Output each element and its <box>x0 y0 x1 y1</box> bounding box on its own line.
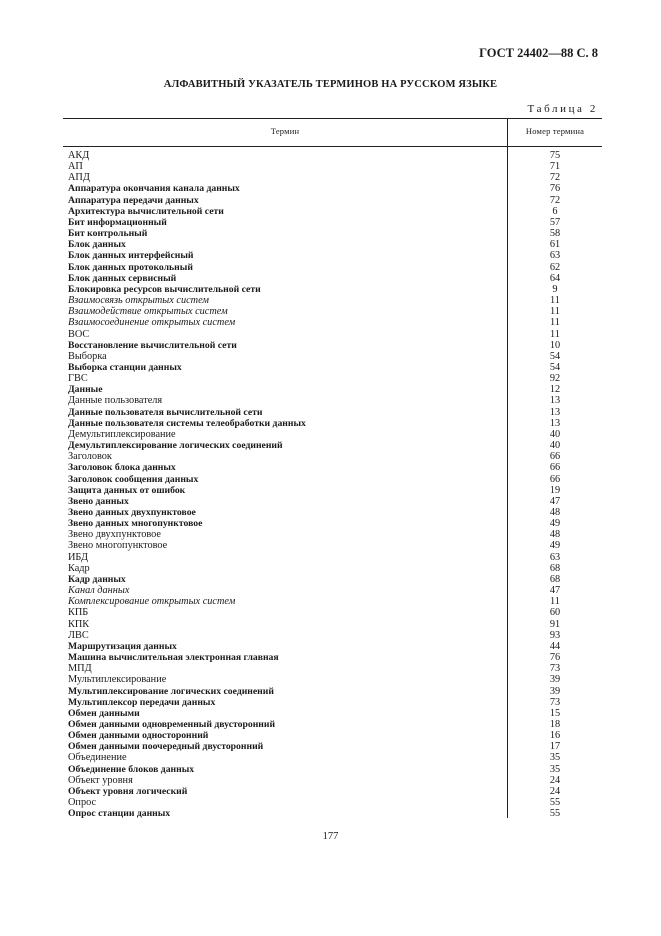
term-number-cell: 39 <box>549 685 561 697</box>
term-cell: Взаимосвязь открытых систем <box>68 295 209 307</box>
term-cell: Мультиплексирование <box>68 674 167 686</box>
term-number-cell: 17 <box>549 741 561 753</box>
table-row <box>63 395 602 406</box>
term-cell: Защита данных от ошибок <box>68 484 186 496</box>
term-cell: Звено многопунктовое <box>68 540 168 552</box>
term-cell: КПБ <box>68 607 89 619</box>
term-number-cell: 13 <box>549 417 561 429</box>
term-cell: Опрос станции данных <box>68 808 171 820</box>
term-number-cell: 58 <box>549 228 561 240</box>
term-cell: Мультиплексор передачи данных <box>68 696 216 708</box>
terms-table <box>63 118 602 818</box>
term-cell: Опрос <box>68 797 97 809</box>
table-row <box>63 429 602 440</box>
term-number-cell: 60 <box>549 607 561 619</box>
term-number-cell: 54 <box>549 361 561 373</box>
page-header: ГОСТ 24402—88 С. 8 <box>479 46 598 60</box>
table-row <box>63 674 602 685</box>
table-row <box>63 217 602 228</box>
term-number-cell: 66 <box>549 451 561 463</box>
table-row <box>63 407 602 418</box>
term-number-cell: 55 <box>549 808 561 820</box>
table-label: Таблица 2 <box>527 103 598 115</box>
table-row <box>63 786 602 797</box>
term-cell: АПД <box>68 172 90 184</box>
table-row <box>63 373 602 384</box>
term-number-cell: 40 <box>549 440 561 452</box>
term-cell: ГВС <box>68 373 88 385</box>
term-cell: Аппаратура окончания канала данных <box>68 183 240 195</box>
term-number-cell: 11 <box>550 596 560 608</box>
term-cell: Блок данных интерфейсный <box>68 250 194 262</box>
table-row <box>63 708 602 719</box>
term-cell: Архитектура вычислительной сети <box>68 205 224 217</box>
page-title: АЛФАВИТНЫЙ УКАЗАТЕЛЬ ТЕРМИНОВ НА РУССКОМ ЯЗЫКЕ <box>163 79 498 90</box>
table-row <box>63 697 602 708</box>
term-number-cell: 63 <box>549 551 561 563</box>
table-row <box>63 775 602 786</box>
term-cell: Блок данных <box>68 239 126 251</box>
term-number-cell: 44 <box>549 640 561 652</box>
term-number-cell: 49 <box>549 518 561 530</box>
term-number-cell: 11 <box>550 306 560 318</box>
term-number-cell: 11 <box>550 295 560 307</box>
table-row <box>63 552 602 563</box>
term-cell: Мультиплексирование логических соединений <box>68 685 274 697</box>
table-row <box>63 607 602 618</box>
table-row <box>63 752 602 763</box>
term-number-cell: 39 <box>549 674 561 686</box>
term-cell: ИБД <box>68 551 88 563</box>
term-number-cell: 61 <box>549 239 561 251</box>
table-row <box>63 529 602 540</box>
page-number: 177 <box>322 831 339 842</box>
term-number-cell: 11 <box>550 328 560 340</box>
table-row <box>63 172 602 183</box>
table-row <box>63 596 602 607</box>
term-cell: Обмен данными одновременный двусторонний <box>68 718 276 730</box>
term-number-cell: 35 <box>549 763 561 775</box>
term-cell: Звено данных двухпунктовое <box>68 507 196 518</box>
term-number-cell: 49 <box>549 540 561 552</box>
table-row <box>63 228 602 239</box>
table-row <box>63 183 602 194</box>
table-row <box>63 440 602 451</box>
term-cell: АП <box>68 161 83 173</box>
table-row <box>63 518 602 529</box>
table-row <box>63 351 602 362</box>
table-row <box>63 797 602 808</box>
table-row <box>63 574 602 585</box>
term-cell: Данные <box>68 384 103 396</box>
term-number-cell: 62 <box>549 261 561 273</box>
term-number-cell: 9 <box>552 283 558 295</box>
term-cell: Демультиплексирование логических соединений <box>68 440 283 452</box>
table-row <box>63 284 602 295</box>
term-number-cell: 24 <box>549 785 561 797</box>
term-number-cell: 76 <box>549 652 561 664</box>
table-row <box>63 317 602 328</box>
table-row <box>63 250 602 261</box>
table-row <box>63 306 602 317</box>
table-row <box>63 329 602 340</box>
term-number-cell: 68 <box>549 562 561 574</box>
term-cell: Объединение <box>68 752 127 764</box>
term-number-cell: 76 <box>549 183 561 195</box>
table-row <box>63 585 602 596</box>
term-cell: МПД <box>68 663 92 675</box>
term-cell: Обмен данными односторонний <box>68 730 209 742</box>
term-number-cell: 92 <box>549 373 561 385</box>
table-row <box>63 362 602 373</box>
table-row <box>63 485 602 496</box>
term-cell: Маршрутизация данных <box>68 640 177 652</box>
table-header-rule <box>63 146 602 147</box>
term-cell: Блокировка ресурсов вычислительной сети <box>68 283 261 295</box>
column-header-term: Термин <box>270 126 300 136</box>
table-body <box>63 150 602 819</box>
term-number-cell: 73 <box>549 663 561 675</box>
table-row <box>63 418 602 429</box>
term-number-cell: 66 <box>549 473 561 485</box>
term-number-cell: 24 <box>549 774 561 786</box>
term-number-cell: 72 <box>549 194 561 206</box>
table-row <box>63 619 602 630</box>
term-cell: КПК <box>68 618 90 630</box>
term-number-cell: 40 <box>549 428 561 440</box>
term-cell: Комплексирование открытых систем <box>68 596 236 608</box>
term-cell: Машина вычислительная электронная главная <box>68 652 279 664</box>
table-row <box>63 496 602 507</box>
term-cell: Звено двухпунктовое <box>68 529 161 541</box>
term-cell: Данные пользователя системы телеобработки данных <box>68 417 306 429</box>
term-cell: Восстановление вычислительной сети <box>68 339 237 351</box>
term-number-cell: 10 <box>549 339 561 351</box>
term-number-cell: 13 <box>549 395 561 407</box>
table-row <box>63 563 602 574</box>
table-row <box>63 641 602 652</box>
table-row <box>63 150 602 161</box>
term-cell: Звено данных многопунктовое <box>68 518 203 530</box>
table-row <box>63 730 602 741</box>
term-number-cell: 73 <box>549 696 561 708</box>
table-row <box>63 764 602 775</box>
term-cell: Блок данных протокольный <box>68 261 193 273</box>
term-number-cell: 57 <box>549 216 561 228</box>
table-row <box>63 663 602 674</box>
term-cell: Звено данных <box>68 495 129 507</box>
table-row <box>63 161 602 172</box>
table-row <box>63 630 602 641</box>
table-row <box>63 808 602 819</box>
term-number-cell: 54 <box>549 350 561 362</box>
term-cell: Демультиплексирование <box>68 428 176 440</box>
term-cell: Выборка станции данных <box>68 361 182 373</box>
term-cell: Объект уровня <box>68 774 133 786</box>
term-number-cell: 71 <box>549 161 561 173</box>
term-number-cell: 64 <box>549 272 561 284</box>
term-number-cell: 66 <box>549 462 561 474</box>
term-number-cell: 16 <box>549 730 561 742</box>
table-row <box>63 540 602 551</box>
table-row <box>63 474 602 485</box>
table-row <box>63 295 602 306</box>
table-row <box>63 686 602 697</box>
term-cell: Выборка <box>68 350 107 362</box>
term-cell: Заголовок сообщения данных <box>68 473 199 485</box>
term-cell: ВОС <box>68 328 90 340</box>
term-number-cell: 48 <box>549 507 561 518</box>
table-row <box>63 719 602 730</box>
term-cell: Заголовок <box>68 451 112 463</box>
term-cell: Бит контрольный <box>68 228 148 240</box>
term-number-cell: 47 <box>549 585 561 597</box>
table-row <box>63 652 602 663</box>
term-cell: Объект уровня логический <box>68 785 188 797</box>
term-number-cell: 93 <box>549 629 561 641</box>
term-cell: Данные пользователя <box>68 395 163 407</box>
term-number-cell: 55 <box>549 797 561 809</box>
term-number-cell: 91 <box>549 618 561 630</box>
term-number-cell: 15 <box>549 707 561 719</box>
term-cell: Бит информационный <box>68 216 167 228</box>
term-cell: ЛВС <box>68 629 89 641</box>
term-number-cell: 13 <box>549 406 561 418</box>
term-cell: Канал данных <box>68 585 130 597</box>
term-number-cell: 35 <box>549 752 561 764</box>
term-cell: Взаимодействие открытых систем <box>68 306 228 318</box>
term-cell: Заголовок блока данных <box>68 462 176 474</box>
term-cell: Взаимосоединение открытых систем <box>68 317 236 329</box>
column-header-number: Номер термина <box>525 126 585 136</box>
table-row <box>63 273 602 284</box>
table-row <box>63 384 602 395</box>
term-cell: Объединение блоков данных <box>68 763 195 775</box>
term-cell: Обмен данными <box>68 707 140 719</box>
term-cell: Обмен данными поочередный двусторонний <box>68 741 264 753</box>
term-cell: Блок данных сервисный <box>68 272 177 284</box>
term-number-cell: 18 <box>549 718 561 730</box>
term-cell: АКД <box>68 150 90 161</box>
term-number-cell: 68 <box>549 573 561 585</box>
term-number-cell: 11 <box>550 317 560 329</box>
term-number-cell: 6 <box>552 205 558 217</box>
term-number-cell: 47 <box>549 495 561 507</box>
table-row <box>63 239 602 250</box>
table-row <box>63 507 602 518</box>
term-number-cell: 63 <box>549 250 561 262</box>
term-number-cell: 48 <box>549 529 561 541</box>
term-number-cell: 19 <box>549 484 561 496</box>
term-cell: Аппаратура передачи данных <box>68 194 199 206</box>
term-cell: Данные пользователя вычислительной сети <box>68 406 263 418</box>
table-row <box>63 741 602 752</box>
term-number-cell: 75 <box>549 150 561 161</box>
term-cell: Кадр <box>68 562 90 574</box>
table-row <box>63 462 602 473</box>
term-number-cell: 72 <box>549 172 561 184</box>
table-row <box>63 206 602 217</box>
table-row <box>63 262 602 273</box>
table-top-rule <box>63 118 602 119</box>
term-cell: Кадр данных <box>68 573 126 585</box>
table-row <box>63 340 602 351</box>
table-row <box>63 451 602 462</box>
table-row <box>63 195 602 206</box>
term-number-cell: 12 <box>549 384 561 396</box>
